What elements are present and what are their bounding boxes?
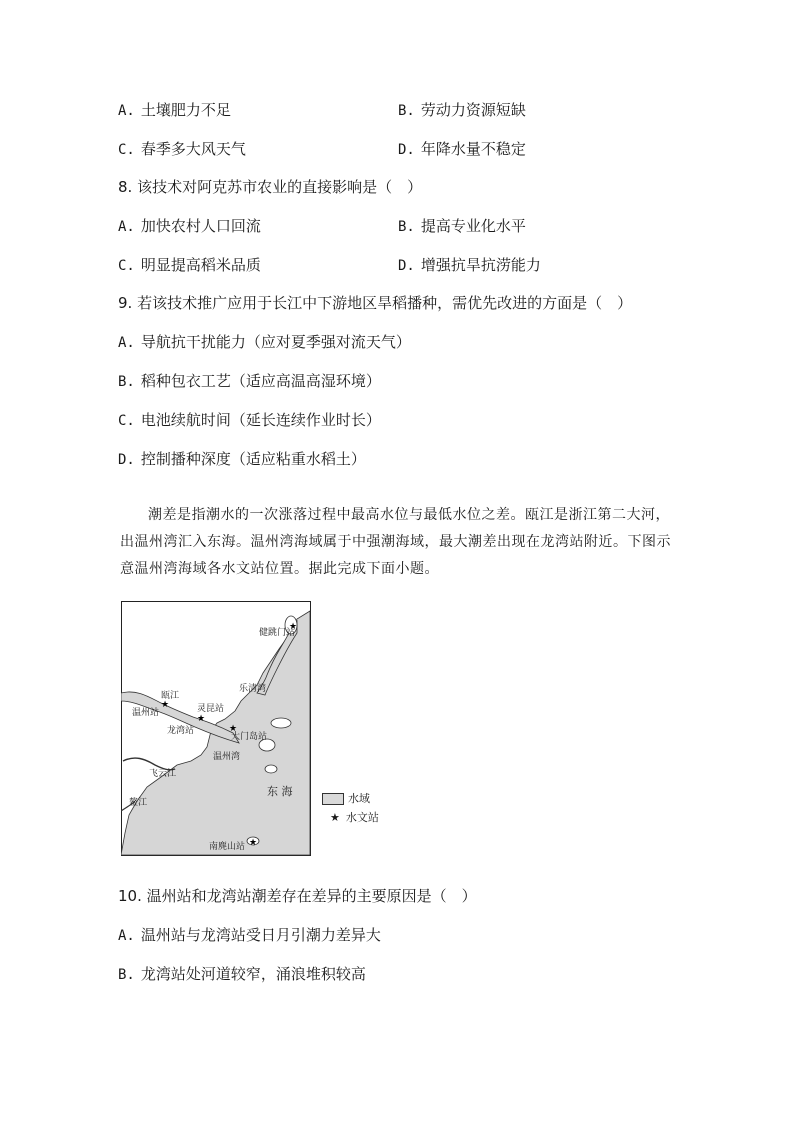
option-label: D. xyxy=(398,142,415,158)
option-label: D. xyxy=(398,258,415,274)
option-text: 电池续航时间（延长连续作业时长） xyxy=(140,411,381,429)
wenzhou-bay-map xyxy=(121,601,311,856)
option-text: 年降水量不稳定 xyxy=(420,140,526,158)
label-lingkun: 灵昆站 xyxy=(197,704,225,714)
station-marker: ★ xyxy=(289,622,298,632)
station-marker: ★ xyxy=(249,838,258,848)
q9-stem: 9. 若该技术推广应用于长江中下游地区旱稻播种，需优先改进的方面是（ ） xyxy=(118,294,633,312)
option-text: 明显提高稻米品质 xyxy=(140,256,261,274)
option-label: A. xyxy=(118,103,135,119)
label-feiyun: 飞云江 xyxy=(149,769,177,779)
option-label: B. xyxy=(398,219,415,235)
option-text: 龙湾站处河道较窄，涌浪堆积较高 xyxy=(140,965,366,983)
q8-option-c xyxy=(118,255,261,276)
option-label: B. xyxy=(118,374,135,390)
q7-option-c xyxy=(118,139,246,160)
label-wenzhouwan: 温州湾 xyxy=(213,752,241,762)
option-label: A. xyxy=(118,928,135,944)
legend-station xyxy=(322,809,379,825)
q8-stem: 8. 该技术对阿克苏市农业的直接影响是（ ） xyxy=(118,178,423,196)
option-text: 导航抗干扰能力（应对夏季强对流天气） xyxy=(140,333,411,351)
q10-option-b xyxy=(118,964,366,985)
option-label: A. xyxy=(118,219,135,235)
option-text: 土壤肥力不足 xyxy=(140,101,231,119)
q8-option-a xyxy=(118,216,261,237)
option-label: C. xyxy=(118,413,135,429)
legend-water xyxy=(322,790,370,806)
water-swatch xyxy=(322,793,344,805)
q8-option-b xyxy=(398,216,526,237)
station-marker: ★ xyxy=(197,714,206,724)
option-text: 提高专业化水平 xyxy=(420,217,526,235)
label-yuejing: 乐清湾 xyxy=(239,684,267,694)
q9-option-b xyxy=(118,371,381,392)
q7-option-b xyxy=(398,100,526,121)
q9-option-c xyxy=(118,410,381,431)
option-text: 控制播种深度（适应粘重水稻土） xyxy=(140,450,366,468)
island xyxy=(265,765,277,773)
q9-option-d xyxy=(118,449,366,470)
option-label: A. xyxy=(118,335,135,351)
q7-option-d xyxy=(398,139,526,160)
option-text: 温州站与龙湾站受日月引潮力差异大 xyxy=(140,926,381,944)
option-text: 劳动力资源短缺 xyxy=(420,101,526,119)
label-jianmen: 健跳门站 xyxy=(259,628,296,638)
island xyxy=(271,718,291,728)
option-text: 加快农村人口回流 xyxy=(140,217,261,235)
q10-option-a xyxy=(118,925,381,946)
option-label: C. xyxy=(118,142,135,158)
option-label: C. xyxy=(118,258,135,274)
option-label: B. xyxy=(118,967,135,983)
label-aojiang: 鳌江 xyxy=(129,798,148,808)
star-icon: ★ xyxy=(330,811,340,824)
option-text: 春季多大风天气 xyxy=(140,140,246,158)
q10-stem: 10. 温州站和龙湾站潮差存在差异的主要原因是（ ） xyxy=(118,887,477,905)
label-oujiang: 瓯江 xyxy=(161,691,180,701)
legend-station-label: 水文站 xyxy=(345,811,379,824)
station-marker: ★ xyxy=(161,700,170,710)
option-label: D. xyxy=(118,452,135,468)
label-wenzhou: 温州站 xyxy=(132,708,160,718)
label-damen: 大门岛站 xyxy=(231,732,268,742)
label-nanji: 南麂山站 xyxy=(209,842,246,852)
q9-option-a xyxy=(118,332,411,353)
passage-text: 潮差是指潮水的一次涨落过程中最高水位与最低水位之差。瓯江是浙江第二大河，出温州湾汇入东海。温州湾海域属于中强潮海域，最大潮差出现在龙湾站附近。下图示意温州湾海域各水文站位置。据此完成下面小题。 xyxy=(120,507,671,577)
label-donghai: 东 海 xyxy=(267,785,293,798)
option-text: 增强抗旱抗涝能力 xyxy=(420,256,541,274)
option-text: 稻种包衣工艺（适应高温高湿环境） xyxy=(140,372,381,390)
q8-option-d xyxy=(398,255,541,276)
legend-water-label: 水域 xyxy=(348,792,370,805)
station-marker: ★ xyxy=(229,724,238,734)
option-label: B. xyxy=(398,103,415,119)
label-longwan: 龙湾站 xyxy=(167,726,195,736)
q7-option-a xyxy=(118,100,231,121)
